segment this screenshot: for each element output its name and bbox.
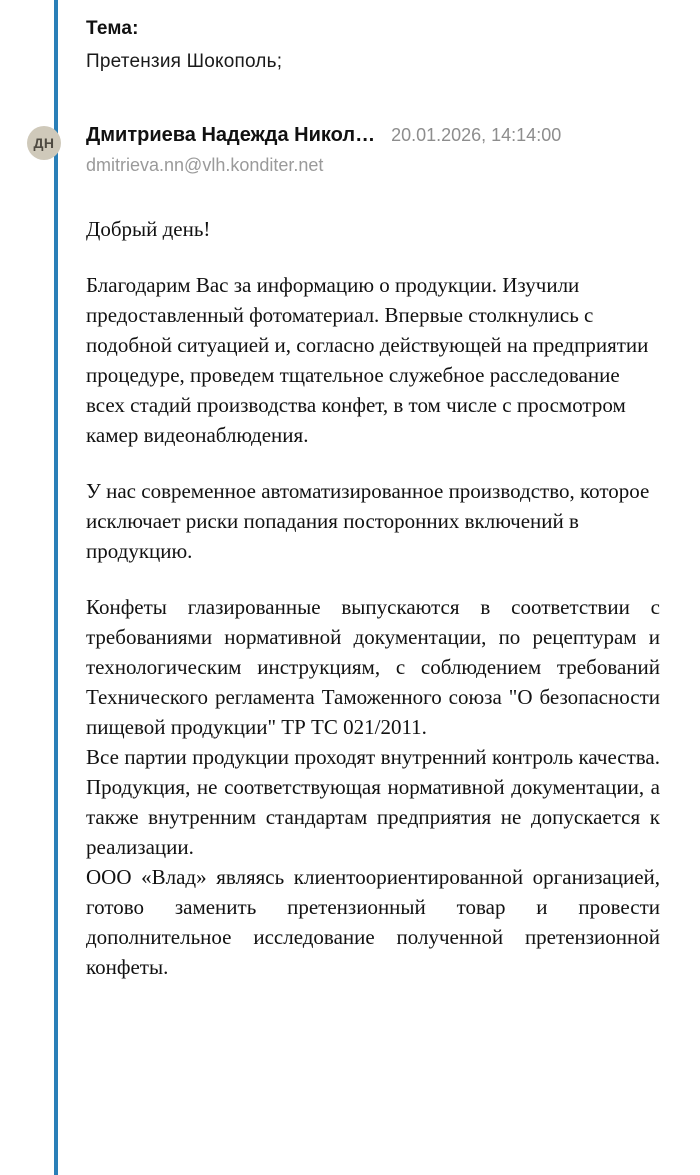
body-greeting: Добрый день! [86, 217, 211, 241]
avatar: ДН [27, 126, 61, 160]
sender-name[interactable]: Дмитриева Надежда Никол… [86, 124, 376, 146]
sender-line [86, 124, 670, 147]
email-body [0, 180, 700, 982]
subject-block [0, 0, 700, 76]
body-paragraph-2: У нас современное автоматизированное производство, которое исключает риски попадания посторонних включений в продукцию. [86, 479, 650, 563]
body-paragraph-4: Все партии продукции проходят внутренний контроль качества. Продукция, не соответствующая нормативной документации, а также внутренним стандартам предприятия не допускается к реализации. [86, 745, 660, 859]
sender-timestamp: 20.01.2026, 14:14:00 [391, 125, 562, 145]
sender-row [0, 124, 700, 180]
body-paragraph-5: ООО «Влад» являясь клиентоориентированной организацией, готово заменить претензионный товар и провести дополнительное исследование полученной претензионной конфеты. [86, 865, 660, 979]
subject-value: Претензия Шокополь; [86, 51, 283, 72]
body-paragraph-3: Конфеты глазированные выпускаются в соответствии с требованиями нормативной документации, по рецептурам и технологическим инструкциям, с соблюдением требований Технического регламента Таможенного союза "О безопасности пищевой продукции" ТР ТС 021/2011. [86, 595, 660, 739]
subject-label: Тема: [86, 18, 139, 39]
body-paragraph-1: Благодарим Вас за информацию о продукции. Изучили предоставленный фотоматериал. Впервые столкнулись с подобной ситуацией и, согласно действующей на предприятии процедуре, проведем тщательное служебное расследование всех стадий производства конфет, в том числе с просмотром камер видеонаблюдения. [86, 273, 649, 447]
sender-email-address[interactable]: dmitrieva.nn@vlh.konditer.net [86, 155, 324, 175]
